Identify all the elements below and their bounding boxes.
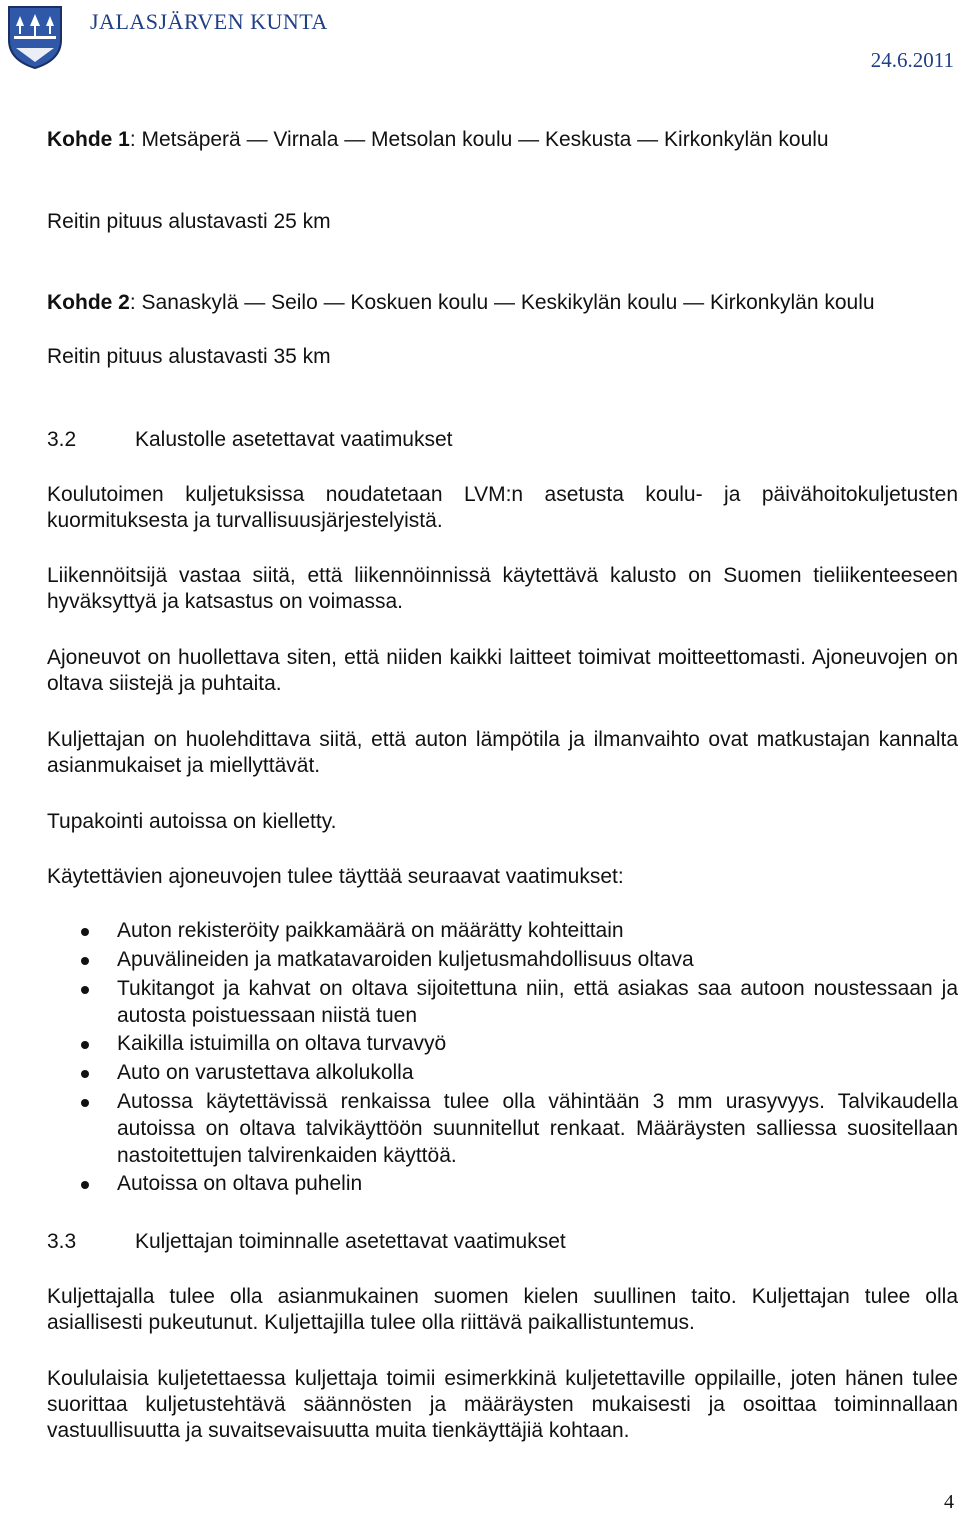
kohde-2-length: Reitin pituus alustavasti 35 km [47, 345, 331, 368]
section-3-2-heading [47, 427, 958, 453]
paragraph-esimerkki: Koululaisia kuljetettaessa kuljettaja toimii esimerkkinä kuljetettaville oppilaille, joten hänen tulee suorittaa kuljetustehtävä säännösten ja määräysten mukaisesti ja osoittaa toiminnallaan vastuullisuutta ja suvaitsevaisuutta muita tienkäyttäjiä kohtaan. [47, 1367, 958, 1442]
header-organization: JALASJÄRVEN KUNTA [90, 9, 328, 34]
kohde-2-route-text: : Sanaskylä — Seilo — Koskuen koulu — Keskikylän koulu — Kirkonkylän koulu [129, 291, 875, 314]
paragraph-vaatimukset-intro: Käytettävien ajoneuvojen tulee täyttää seuraavat vaatimukset: [47, 865, 624, 888]
paragraph-kielitaito: Kuljettajalla tulee olla asianmukainen suomen kielen suullinen taito. Kuljettajan tulee olla asiallisesti pukeutunut. Kuljettajilla tulee olla riittävä paikallistuntemus. [47, 1285, 958, 1334]
kohde-1-route-text: : Metsäperä — Virnala — Metsolan koulu — Keskusta — Kirkonkylän koulu [129, 128, 829, 151]
list-item: Autoissa on oltava puhelin [47, 1170, 958, 1198]
kohde-1-length: Reitin pituus alustavasti 25 km [47, 210, 331, 233]
kohde-2-label: Kohde 2 [47, 291, 130, 314]
list-item: Apuvälineiden ja matkatavaroiden kuljetusmahdollisuus oltava [47, 946, 958, 974]
header-date: 24.6.2011 [870, 48, 954, 72]
section-3-3-heading [47, 1229, 958, 1255]
paragraph-tupakointi: Tupakointi autoissa on kielletty. [47, 810, 337, 833]
kohde-2-route [47, 290, 958, 316]
kohde-1-label: Kohde 1 [47, 128, 130, 151]
page-number: 4 [944, 1491, 954, 1513]
list-item: Autossa käytettävissä renkaissa tulee olla vähintään 3 mm urasyvyys. Talvikaudella autoissa on oltava talvikäyttöön suunnitellut renkaat. Määräysten salliessa suositellaan nastoitettujen talvirenkaiden käyttöä. [47, 1088, 958, 1169]
section-3-2-number: 3.2 [47, 428, 77, 451]
paragraph-ajoneuvot: Ajoneuvot on huollettava siten, että niiden kaikki laitteet toimivat moitteettomasti. Ajoneuvojen on oltava siistejä ja puhtaita. [47, 646, 958, 695]
section-3-3-number: 3.3 [47, 1230, 77, 1253]
list-item: Auton rekisteröity paikkamäärä on määrätty kohteittain [47, 917, 958, 945]
paragraph-lvm: Koulutoimen kuljetuksissa noudatetaan LVM:n asetusta koulu- ja päivähoitokuljetusten kuormituksesta ja turvallisuusjärjestelyistä. [47, 483, 958, 532]
municipal-crest [6, 4, 64, 70]
list-item: Tukitangot ja kahvat on oltava sijoitettuna niin, että asiakas saa autoon noustessaan ja autosta poistuessaan niistä tuen [47, 975, 958, 1029]
list-item: Kaikilla istuimilla on oltava turvavyö [47, 1030, 958, 1058]
requirements-list [47, 917, 958, 1199]
list-item: Auto on varustettava alkolukolla [47, 1059, 958, 1087]
paragraph-liikennoitsija: Liikennöitsijä vastaa siitä, että liikennöinnissä käytettävä kalusto on Suomen tieliikenteeseen hyväksyttyä ja katsastus on voimassa. [47, 564, 958, 613]
section-3-2-title: Kalustolle asetettavat vaatimukset [135, 428, 453, 451]
kohde-1-route [47, 127, 958, 153]
section-3-3-title: Kuljettajan toiminnalle asetettavat vaatimukset [135, 1230, 566, 1253]
paragraph-kuljettaja-lampotila: Kuljettajan on huolehdittava siitä, että auton lämpötila ja ilmanvaihto ovat matkustajan kannalta asianmukaiset ja miellyttävät. [47, 728, 958, 777]
